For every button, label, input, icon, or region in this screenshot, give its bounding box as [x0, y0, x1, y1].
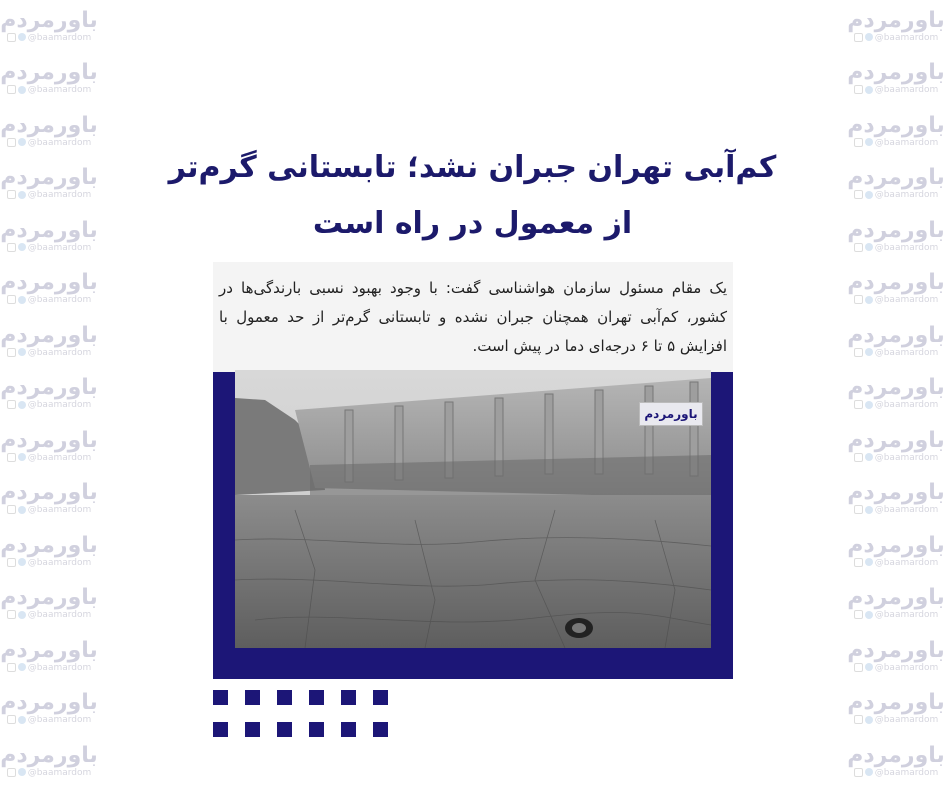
telegram-icon [865, 401, 873, 409]
watermark-handle: @baamardom [854, 243, 939, 254]
dam-photo [235, 370, 711, 648]
watermark-handle: @baamardom [7, 610, 92, 621]
watermark-item [847, 210, 945, 263]
watermark-logo: باورمردم [0, 375, 98, 401]
instagram-icon [854, 243, 863, 252]
telegram-icon [865, 296, 873, 304]
watermark-logo: باورمردم [0, 585, 98, 611]
watermark-logo: باورمردم [0, 322, 98, 348]
instagram-icon [854, 348, 863, 357]
telegram-icon [18, 453, 26, 461]
watermark-handle: @baamardom [854, 505, 939, 516]
instagram-icon [854, 453, 863, 462]
watermark-item [847, 630, 945, 683]
watermark-logo: باورمردم [847, 322, 945, 348]
watermark-logo: باورمردم [0, 742, 98, 768]
watermark-logo: باورمردم [847, 427, 945, 453]
watermark-logo: باورمردم [847, 480, 945, 506]
watermark-item [0, 315, 98, 368]
watermark-handle: @baamardom [7, 453, 92, 464]
instagram-icon [7, 295, 16, 304]
watermark-logo: باورمردم [0, 637, 98, 663]
watermark-logo: باورمردم [0, 217, 98, 243]
instagram-icon [7, 190, 16, 199]
watermark-logo: باورمردم [847, 532, 945, 558]
decorative-dot [213, 722, 228, 737]
telegram-icon [865, 558, 873, 566]
watermark-logo: باورمردم [0, 7, 98, 33]
watermark-item [0, 630, 98, 683]
watermark-handle: @baamardom [854, 768, 939, 779]
watermark-logo: باورمردم [847, 742, 945, 768]
telegram-icon [18, 243, 26, 251]
watermark-item [847, 420, 945, 473]
watermark-logo: باورمردم [0, 165, 98, 191]
watermark-column-right [847, 0, 945, 778]
watermark-logo: باورمردم [0, 427, 98, 453]
instagram-icon [7, 85, 16, 94]
watermark-logo: باورمردم [847, 7, 945, 33]
watermark-handle: @baamardom [854, 138, 939, 149]
watermark-handle: @baamardom [854, 453, 939, 464]
watermark-item [847, 578, 945, 631]
telegram-icon [865, 453, 873, 461]
telegram-icon [865, 768, 873, 776]
instagram-icon [7, 768, 16, 777]
telegram-icon [18, 611, 26, 619]
decorative-dot [373, 722, 388, 737]
watermark-handle: @baamardom [7, 85, 92, 96]
decorative-dot [309, 690, 324, 705]
instagram-icon [7, 243, 16, 252]
decorative-dot [245, 690, 260, 705]
watermark-item [847, 735, 945, 788]
instagram-icon [854, 85, 863, 94]
instagram-icon [854, 138, 863, 147]
watermark-handle: @baamardom [7, 138, 92, 149]
instagram-icon [854, 295, 863, 304]
watermark-item [0, 263, 98, 316]
watermark-handle: @baamardom [854, 85, 939, 96]
watermark-item [847, 105, 945, 158]
decorative-dot [373, 690, 388, 705]
watermark-handle: @baamardom [7, 190, 92, 201]
watermark-logo: باورمردم [847, 690, 945, 716]
watermark-logo: باورمردم [0, 532, 98, 558]
watermark-item [0, 683, 98, 736]
watermark-handle: @baamardom [7, 663, 92, 674]
instagram-icon [7, 348, 16, 357]
watermark-item [847, 525, 945, 578]
watermark-logo: باورمردم [847, 270, 945, 296]
headline: کم‌آبی تهران جبران نشد؛ تابستانی گرم‌تر از معمول در راه است [168, 150, 777, 241]
watermark-item [0, 53, 98, 106]
watermark-item [847, 473, 945, 526]
telegram-icon [865, 716, 873, 724]
instagram-icon [854, 33, 863, 42]
watermark-item [847, 315, 945, 368]
photo-watermark-logo: باورمردم [639, 402, 703, 426]
watermark-handle: @baamardom [854, 715, 939, 726]
instagram-icon [854, 768, 863, 777]
telegram-icon [18, 506, 26, 514]
decorative-dot [277, 722, 292, 737]
instagram-icon [7, 138, 16, 147]
decorative-dot [213, 690, 228, 705]
telegram-icon [18, 348, 26, 356]
instagram-icon [854, 400, 863, 409]
telegram-icon [18, 138, 26, 146]
watermark-item [0, 578, 98, 631]
watermark-item [847, 53, 945, 106]
summary-text: یک مقام مسئول سازمان هواشناسی گفت: با وجود بهبود نسبی بارندگی‌ها در کشور، کم‌آبی تهران همچنان جبران نشده و تابستانی گرم‌تر از حد معمول با افزایش ۵ تا ۶ درجه‌ای دما در پیش است. [219, 279, 727, 355]
watermark-handle: @baamardom [7, 33, 92, 44]
watermark-handle: @baamardom [7, 715, 92, 726]
instagram-icon [7, 505, 16, 514]
telegram-icon [865, 191, 873, 199]
watermark-item [847, 0, 945, 53]
telegram-icon [865, 506, 873, 514]
watermark-handle: @baamardom [854, 190, 939, 201]
watermark-logo: باورمردم [847, 375, 945, 401]
instagram-icon [854, 663, 863, 672]
telegram-icon [18, 401, 26, 409]
telegram-icon [865, 611, 873, 619]
watermark-item [0, 473, 98, 526]
instagram-icon [7, 610, 16, 619]
instagram-icon [7, 400, 16, 409]
instagram-icon [7, 715, 16, 724]
telegram-icon [18, 296, 26, 304]
watermark-logo: باورمردم [0, 690, 98, 716]
watermark-handle: @baamardom [854, 348, 939, 359]
watermark-logo: باورمردم [0, 112, 98, 138]
telegram-icon [18, 33, 26, 41]
watermark-logo: باورمردم [0, 480, 98, 506]
watermark-handle: @baamardom [854, 558, 939, 569]
decorative-dot [245, 722, 260, 737]
instagram-icon [7, 453, 16, 462]
telegram-icon [865, 243, 873, 251]
instagram-icon [854, 505, 863, 514]
watermark-logo: باورمردم [847, 217, 945, 243]
telegram-icon [18, 663, 26, 671]
decorative-dot [341, 690, 356, 705]
watermark-logo: باورمردم [847, 637, 945, 663]
watermark-item [0, 420, 98, 473]
watermark-item [0, 158, 98, 211]
watermark-handle: @baamardom [7, 400, 92, 411]
watermark-item [847, 158, 945, 211]
watermark-item [0, 735, 98, 788]
watermark-handle: @baamardom [854, 400, 939, 411]
watermark-handle: @baamardom [854, 663, 939, 674]
watermark-handle: @baamardom [854, 33, 939, 44]
telegram-icon [865, 86, 873, 94]
watermark-column-left [0, 0, 98, 778]
watermark-item [0, 0, 98, 53]
telegram-icon [18, 558, 26, 566]
decorative-dots [213, 690, 393, 740]
instagram-icon [854, 610, 863, 619]
decorative-dot [277, 690, 292, 705]
watermark-logo: باورمردم [847, 585, 945, 611]
watermark-item [847, 368, 945, 421]
telegram-icon [18, 768, 26, 776]
decorative-dot [309, 722, 324, 737]
instagram-icon [854, 190, 863, 199]
watermark-item [0, 368, 98, 421]
watermark-item [847, 683, 945, 736]
watermark-handle: @baamardom [7, 505, 92, 516]
watermark-item [847, 263, 945, 316]
watermark-logo: باورمردم [847, 112, 945, 138]
watermark-handle: @baamardom [7, 558, 92, 569]
instagram-icon [7, 663, 16, 672]
telegram-icon [865, 138, 873, 146]
watermark-logo: باورمردم [847, 60, 945, 86]
watermark-handle: @baamardom [854, 610, 939, 621]
telegram-icon [865, 663, 873, 671]
decorative-dot [341, 722, 356, 737]
telegram-icon [18, 191, 26, 199]
watermark-handle: @baamardom [854, 295, 939, 306]
watermark-logo: باورمردم [847, 165, 945, 191]
watermark-item [0, 210, 98, 263]
watermark-handle: @baamardom [7, 768, 92, 779]
instagram-icon [7, 558, 16, 567]
watermark-logo: باورمردم [0, 270, 98, 296]
telegram-icon [18, 86, 26, 94]
instagram-icon [854, 558, 863, 567]
telegram-icon [865, 33, 873, 41]
watermark-item [0, 525, 98, 578]
watermark-logo: باورمردم [0, 60, 98, 86]
watermark-handle: @baamardom [7, 243, 92, 254]
watermark-item [0, 105, 98, 158]
telegram-icon [865, 348, 873, 356]
watermark-handle: @baamardom [7, 295, 92, 306]
instagram-icon [7, 33, 16, 42]
watermark-handle: @baamardom [7, 348, 92, 359]
instagram-icon [854, 715, 863, 724]
telegram-icon [18, 716, 26, 724]
